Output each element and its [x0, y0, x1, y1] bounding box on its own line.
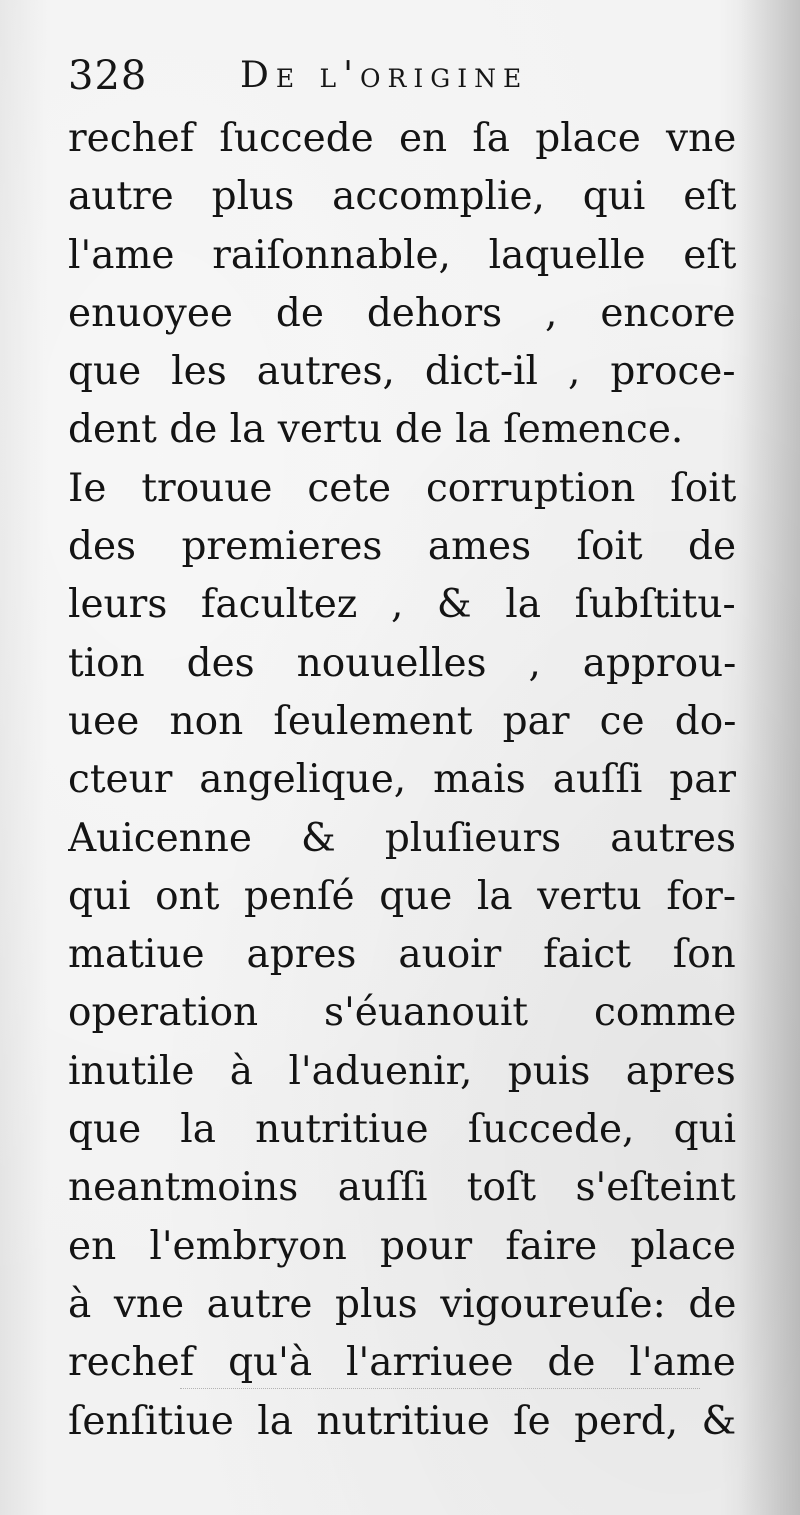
text-line: uee non ſeulement par ce do- — [68, 698, 736, 744]
text-line: qui ont penſé que la vertu for- — [68, 873, 736, 919]
text-line: matiue apres auoir faict ſon — [68, 932, 736, 978]
text-line: rechef ſuccede en ſa place vne — [68, 116, 736, 161]
text-line: leurs facultez , & la ſubſtitu- — [68, 582, 736, 628]
page-number: 328 — [68, 53, 148, 99]
text-line: rechef qu'à l'arriuee de l'ame — [68, 1340, 736, 1386]
text-line: neantmoins auſſi toſt s'eſteint — [68, 1165, 736, 1211]
text-line: en l'embryon pour faire place — [68, 1223, 736, 1269]
text-line: operation s'éuanouit comme — [68, 990, 736, 1036]
text-line: Ie trouue cete corruption ſoit — [68, 465, 736, 511]
body-text — [68, 110, 736, 1451]
text-line: des premieres ames ſoit de — [68, 524, 736, 570]
running-head: De l'origine — [240, 55, 529, 96]
text-line: ſenſitiue la nutritiue ſe perd, & — [68, 1398, 736, 1444]
page-edge-shadow — [740, 0, 800, 1515]
text-line: que la nutritiue ſuccede, qui — [68, 1107, 736, 1153]
text-line: à vne autre plus vigoureuſe: de — [68, 1281, 736, 1327]
text-line: que les autres, dict-il , proce- — [68, 349, 736, 395]
page-header — [68, 46, 748, 106]
text-line: cteur angelique, mais auſſi par — [68, 757, 736, 803]
text-line: dent de la vertu de la ſemence. — [68, 407, 684, 453]
text-line: Auicenne & pluſieurs autres — [68, 815, 736, 861]
text-line: inutile à l'aduenir, puis apres — [68, 1048, 736, 1094]
bottom-rule — [180, 1388, 700, 1389]
text-line: l'ame raiſonnable, laquelle eſt — [68, 232, 736, 278]
text-line: enuoyee de dehors , encore — [68, 290, 736, 336]
text-line: tion des nouuelles , approu- — [68, 640, 736, 686]
text-line: autre plus accomplie, qui eſt — [68, 174, 736, 220]
